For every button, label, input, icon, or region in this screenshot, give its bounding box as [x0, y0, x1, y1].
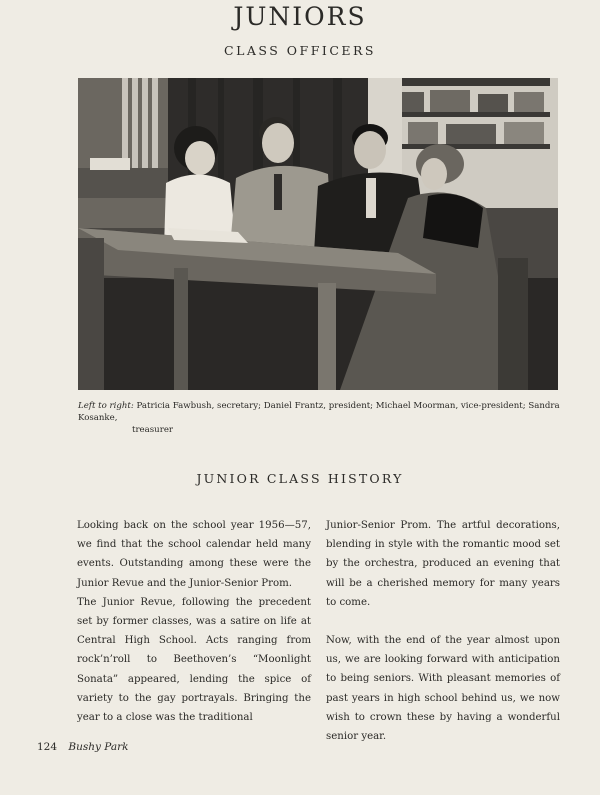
caption-text: Patricia Fawbush, secretary; Daniel Frantz, president; Michael Moorman, vice-president; Sandra Kosanke,	[78, 401, 560, 423]
history-left-column	[77, 516, 311, 727]
history-right-column	[326, 516, 560, 746]
page-footer	[37, 741, 129, 753]
history-paragraph: Looking back on the school year 1956—57, we find that the school calendar held many events. Outstanding among these were the Junior Revue and the Junior-Senior Prom.	[77, 520, 311, 589]
history-paragraph: Junior-Senior Prom. The artful decorations, blending in style with the romantic mood set by the orchestra, produced an evening that will be a cherished memory for many years to come.	[326, 520, 560, 608]
history-paragraph: Now, with the end of the year almost upon us, we are looking forward with anticipation to being seniors. With pleasant memories of past years in high school behind us, we now wish to crown these by having a wonderful senior year.	[326, 635, 560, 743]
caption-lead: Left to right:	[78, 401, 134, 411]
page-title: JUNIORS	[233, 2, 367, 31]
caption-continuation: treasurer	[132, 425, 174, 435]
page-subtitle: CLASS OFFICERS	[224, 43, 376, 58]
photo-caption	[78, 400, 560, 436]
class-officers-photo	[78, 78, 558, 390]
history-paragraph: The Junior Revue, following the precedent set by former classes, was a satire on life at Central High School. Acts ranging from rock’n’roll to Beethoven’s “Moonlight Sonata” appeared, lending the spice of variety to the gay portrayals. Bringing the year to a close was the traditional	[77, 596, 311, 724]
publication-name: Bushy Park	[68, 741, 129, 753]
page-number: 124	[37, 741, 58, 753]
section-title: JUNIOR CLASS HISTORY	[196, 471, 404, 486]
